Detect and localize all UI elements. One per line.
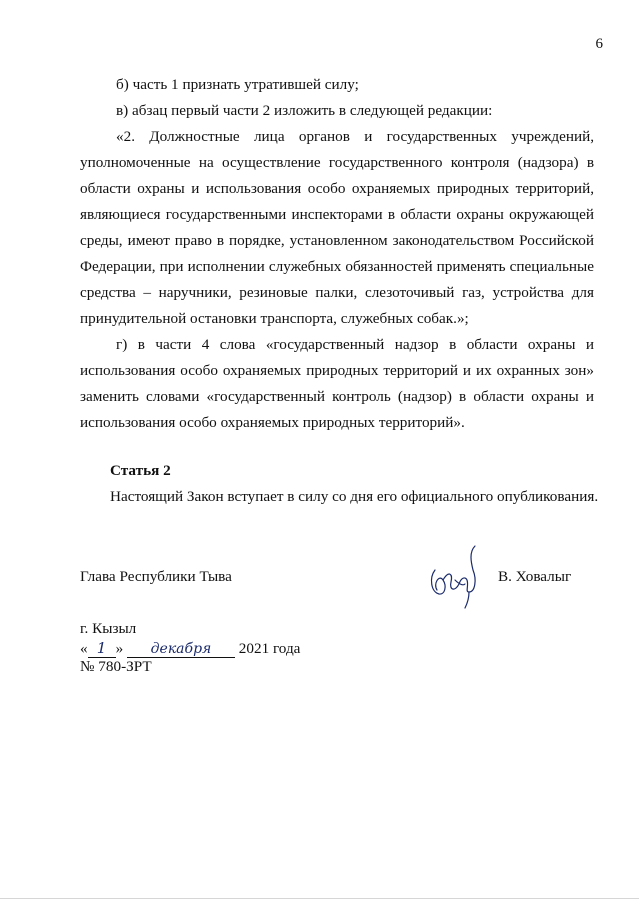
- quote-line: являющиеся государственными инспекторами в области охраны окружающей: [80, 206, 594, 223]
- quote-line: «2. Должностные лица органов и государственных учреждений,: [116, 128, 594, 145]
- paragraph-g-line: заменить словами «государственный контроль (надзор) в области охраны и: [80, 388, 594, 405]
- paragraph-g-line: г) в части 4 слова «государственный надзор в области охраны и: [116, 336, 594, 353]
- date-month: декабря: [127, 641, 235, 658]
- date-open-quote: «: [80, 640, 88, 657]
- paragraph-v: в) абзац первый части 2 изложить в следующей редакции:: [116, 102, 493, 119]
- article-heading: Статья 2: [110, 462, 171, 479]
- date-year: 2021 года: [238, 640, 301, 657]
- date-line: [80, 639, 300, 658]
- date-day: 1: [88, 639, 116, 658]
- signatory-name: В. Ховалыг: [498, 568, 572, 585]
- paragraph-g-line: использования особо охраняемых природных территорий и их охранных зон»: [80, 362, 594, 379]
- quote-line: принудительной остановки транспорта, служебных собак.»;: [80, 310, 469, 327]
- quote-line: среды, имеют право в порядке, установленном законодательством Российской: [80, 232, 594, 249]
- handwritten-signature: [425, 540, 485, 610]
- paragraph-b: б) часть 1 признать утратившей силу;: [116, 76, 359, 93]
- quote-line: области охраны и использования особо охраняемых природных территорий,: [80, 180, 594, 197]
- paragraph-g-line: использования особо охраняемых природных территорий».: [80, 414, 465, 431]
- law-number: № 780-ЗРТ: [80, 658, 152, 675]
- quote-line: уполномоченные на осуществление государственного контроля (надзора) в: [80, 154, 594, 171]
- page-number: 6: [595, 36, 603, 52]
- signatory-position: Глава Республики Тыва: [80, 568, 232, 585]
- article-text: Настоящий Закон вступает в силу со дня его официального опубликования.: [110, 488, 599, 505]
- date-close-quote: »: [115, 640, 124, 657]
- quote-line: Федерации, при исполнении служебных обязанностей применять специальные: [80, 258, 594, 275]
- city: г. Кызыл: [80, 620, 137, 637]
- quote-line: средства – наручники, резиновые палки, слезоточивый газ, устройства для: [80, 284, 594, 301]
- scan-bottom-edge: [0, 898, 639, 899]
